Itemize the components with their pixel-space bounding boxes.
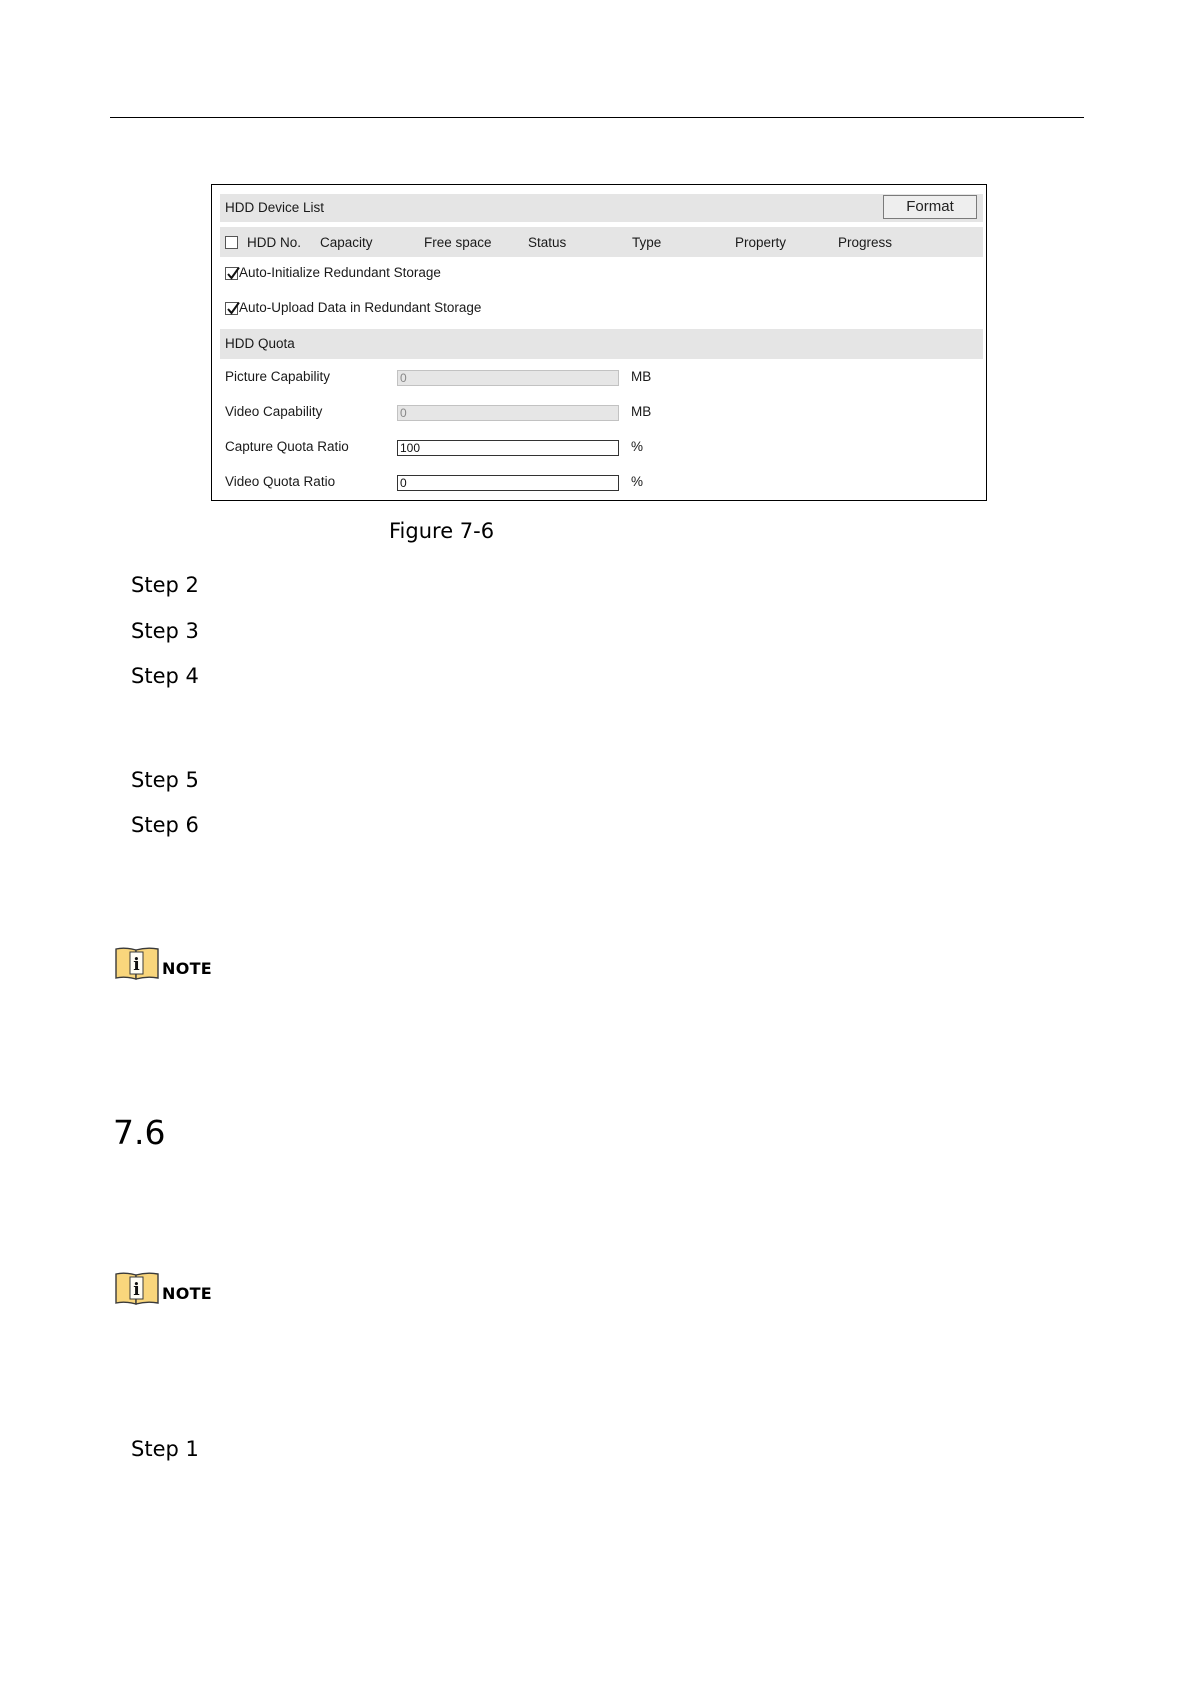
svg-text:i: i xyxy=(133,1280,140,1300)
picture-capability-unit: MB xyxy=(631,369,652,384)
auto-upload-checkbox[interactable] xyxy=(225,302,238,315)
section-heading: 7.6 xyxy=(113,1113,166,1152)
video-capability-input: 0 xyxy=(397,405,619,421)
auto-initialize-label: Auto-Initialize Redundant Storage xyxy=(239,265,441,280)
column-property[interactable]: Property xyxy=(735,235,787,250)
video-capability-unit: MB xyxy=(631,404,652,419)
video-capability-label: Video Capability xyxy=(225,404,323,419)
hdd-quota-header xyxy=(220,329,983,359)
note-book-icon xyxy=(114,946,160,982)
video-quota-ratio-unit: % xyxy=(631,474,644,489)
note-book-icon xyxy=(114,1271,160,1307)
step-label: Step 1 xyxy=(131,1437,199,1461)
svg-text:i: i xyxy=(133,955,140,975)
column-hdd-no[interactable]: HDD No. xyxy=(247,235,302,250)
header-rule xyxy=(110,117,1084,118)
picture-capability-label: Picture Capability xyxy=(225,369,331,384)
hdd-quota-title: HDD Quota xyxy=(225,336,295,351)
column-status[interactable]: Status xyxy=(528,235,567,250)
picture-capability-input: 0 xyxy=(397,370,619,386)
device-list-header xyxy=(220,194,983,222)
video-quota-ratio-label: Video Quota Ratio xyxy=(225,474,336,489)
column-free-space[interactable]: Free space xyxy=(424,235,492,250)
storage-settings-screenshot xyxy=(211,184,987,501)
format-button[interactable]: Format xyxy=(883,195,977,219)
column-type[interactable]: Type xyxy=(632,235,662,250)
capture-quota-ratio-unit: % xyxy=(631,439,644,454)
video-quota-ratio-input[interactable]: 0 xyxy=(397,475,619,491)
device-list-title: HDD Device List xyxy=(225,200,325,215)
note-label: NOTE xyxy=(162,959,213,978)
auto-upload-label: Auto-Upload Data in Redundant Storage xyxy=(239,300,482,315)
step-label: Step 2 xyxy=(131,573,199,597)
auto-initialize-checkbox[interactable] xyxy=(225,267,238,280)
step-label: Step 4 xyxy=(131,664,199,688)
step-label: Step 3 xyxy=(131,619,199,643)
figure-caption: Figure 7-6 xyxy=(389,519,495,543)
note-callout xyxy=(114,1271,234,1307)
capture-quota-ratio-input[interactable]: 100 xyxy=(397,440,619,456)
column-capacity[interactable]: Capacity xyxy=(320,235,373,250)
column-progress[interactable]: Progress xyxy=(838,235,893,250)
step-label: Step 6 xyxy=(131,813,199,837)
step-label: Step 5 xyxy=(131,768,199,792)
note-label: NOTE xyxy=(162,1284,213,1303)
capture-quota-ratio-label: Capture Quota Ratio xyxy=(225,439,349,454)
select-all-checkbox[interactable] xyxy=(225,236,238,249)
note-callout xyxy=(114,946,234,982)
